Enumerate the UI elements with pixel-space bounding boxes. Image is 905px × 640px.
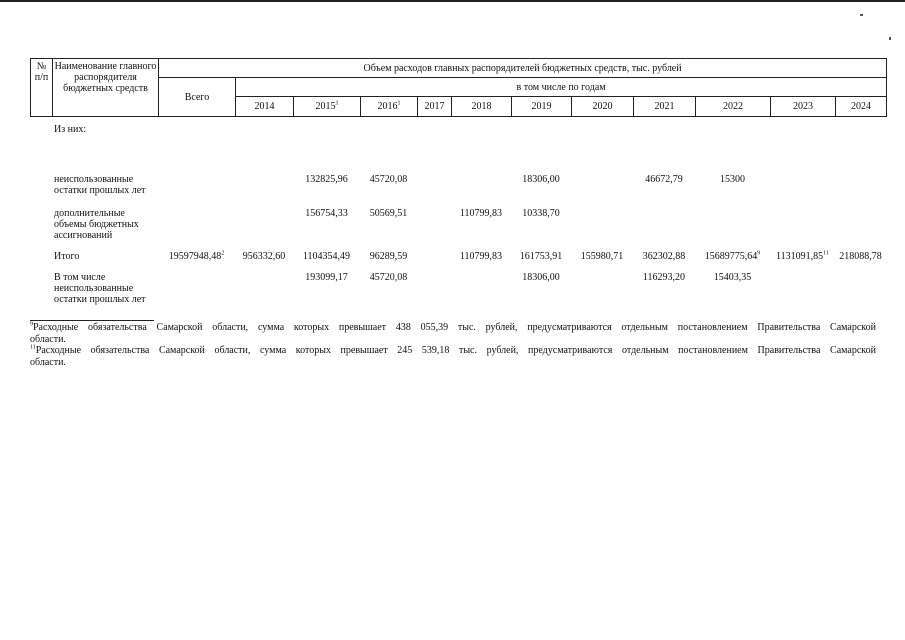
table-row — [30, 124, 886, 174]
row-value-2014 — [235, 124, 293, 174]
cell-value: 46672,79 — [645, 174, 683, 185]
row-value-2017 — [417, 174, 451, 208]
year-label: 2021 — [654, 101, 675, 112]
row-total — [158, 174, 235, 208]
row-value-2021 — [633, 251, 695, 272]
row-value-2020 — [571, 124, 633, 174]
year-header-2021 — [634, 97, 696, 117]
row-value-2019 — [511, 208, 571, 251]
row-value-2014 — [235, 208, 293, 251]
year-header-2014 — [236, 97, 294, 117]
row-value-2017 — [417, 251, 451, 272]
row-value-2024 — [835, 272, 886, 312]
row-value-2014 — [235, 272, 293, 312]
cell-value: 110799,83 — [459, 251, 503, 262]
row-value-2015 — [293, 124, 360, 174]
row-value-2016 — [360, 272, 417, 312]
cell-value: 193099,17 — [305, 272, 348, 283]
footnote-text: Расходные обязательства Самарской области, сумма которых превышает 245 539,18 тыс. рублей, предусматриваются отдельным постановлением Правительства Самарской области. — [30, 345, 876, 368]
year-label: 2014 — [254, 101, 275, 112]
year-label: 2019 — [531, 101, 552, 112]
year-header-2018 — [452, 97, 512, 117]
row-label: неиспользованные остатки прошлых лет — [54, 174, 146, 196]
row-value-2024 — [835, 124, 886, 174]
footnote-separator — [30, 320, 154, 321]
row-value-2023 — [770, 174, 835, 208]
year-header-2019 — [512, 97, 572, 117]
row-total — [158, 272, 235, 312]
year-header-2017 — [418, 97, 452, 117]
row-label: дополнительные объемы бюджетных ассигнований — [54, 208, 139, 241]
row-value-2022 — [695, 208, 770, 251]
table-row — [30, 272, 886, 312]
row-value-2019 — [511, 272, 571, 312]
scan-speck — [860, 14, 863, 16]
year-label: 2015 — [315, 101, 336, 112]
scan-speck — [889, 37, 891, 40]
row-value-2020 — [571, 208, 633, 251]
row-value-2023 — [770, 208, 835, 251]
row-value-2018 — [451, 272, 511, 312]
row-value-2015 — [293, 174, 360, 208]
row-value-2024 — [835, 251, 886, 272]
row-value-2023 — [770, 272, 835, 312]
row-value-2021 — [633, 272, 695, 312]
col-total-label: Всего — [184, 91, 210, 103]
row-number-cell — [30, 124, 52, 174]
footnote-text: Расходные обязательства Самарской области, сумма которых превышает 438 055,39 тыс. рублей, предусматриваются отдельным постановлением Правительства Самарской области. — [30, 322, 876, 345]
cell-value: 155980,71 — [580, 251, 624, 262]
footnote-mark: 9 — [30, 321, 33, 328]
row-value-2019 — [511, 124, 571, 174]
row-value-2018 — [451, 174, 511, 208]
cell-value: 1104354,49 — [302, 251, 351, 262]
row-value-2019 — [511, 174, 571, 208]
year-header-2022 — [696, 97, 771, 117]
table-row — [30, 208, 886, 251]
footnote-mark: 11 — [30, 344, 36, 351]
cell-value: 132825,96 — [305, 174, 348, 185]
year-label: 2018 — [471, 101, 492, 112]
volume-header-label: Объем расходов главных распорядителей бюджетных средств, тыс. рублей — [363, 62, 682, 74]
row-value-2016 — [360, 124, 417, 174]
cell-value: 1131091,85 — [776, 251, 824, 262]
year-label: 2022 — [723, 101, 743, 112]
row-value-2018 — [451, 208, 511, 251]
page-top-border — [0, 0, 905, 2]
cell-value: 15300 — [720, 174, 745, 185]
row-number-cell — [30, 251, 52, 272]
row-value-2021 — [633, 174, 695, 208]
cell-value: 18306,00 — [522, 174, 560, 185]
row-value-2018 — [451, 124, 511, 174]
row-number-cell — [30, 174, 52, 208]
year-label: 2024 — [851, 101, 872, 112]
col-name-header — [53, 59, 159, 117]
cell-value: 362302,88 — [642, 251, 686, 262]
col-total-header — [159, 78, 236, 117]
year-label: 2017 — [424, 101, 445, 112]
cell-value: 45720,08 — [369, 174, 408, 185]
row-value-2023 — [770, 251, 835, 272]
row-value-2022 — [695, 251, 770, 272]
col-name-label: Наименование главного распорядителя бюджетных средств — [54, 61, 157, 94]
footnote-mark: 9 — [757, 250, 761, 257]
cell-value: 15403,35 — [713, 272, 752, 283]
row-value-2017 — [417, 124, 451, 174]
footnote-9 — [30, 322, 876, 345]
volume-header — [159, 59, 887, 78]
row-number-cell — [30, 208, 52, 251]
by-years-header — [236, 78, 887, 97]
row-value-2020 — [571, 251, 633, 272]
row-value-2022 — [695, 174, 770, 208]
year-header-2015 — [294, 97, 361, 117]
row-number-cell — [30, 272, 52, 312]
row-value-2015 — [293, 272, 360, 312]
row-value-2016 — [360, 251, 417, 272]
row-value-2017 — [417, 272, 451, 312]
row-value-2022 — [695, 272, 770, 312]
year-label: 2020 — [592, 101, 613, 112]
row-value-2020 — [571, 174, 633, 208]
row-value-2024 — [835, 208, 886, 251]
cell-value: 45720,08 — [369, 272, 408, 283]
footnote-mark: 11 — [823, 250, 829, 257]
year-header-2020 — [572, 97, 634, 117]
cell-value: 10338,70 — [522, 208, 560, 219]
expenditure-table-header — [30, 58, 887, 117]
by-years-label: в том числе по годам — [516, 81, 606, 93]
row-value-2021 — [633, 208, 695, 251]
row-value-2014 — [235, 174, 293, 208]
table-row — [30, 251, 886, 272]
row-value-2022 — [695, 124, 770, 174]
cell-value: 50569,51 — [369, 208, 408, 219]
row-value-2021 — [633, 124, 695, 174]
year-label: 2023 — [793, 101, 813, 112]
table-row — [30, 174, 886, 208]
row-value-2024 — [835, 174, 886, 208]
cell-value: 18306,00 — [522, 272, 560, 283]
row-total-value: 19597948,48 — [168, 251, 222, 262]
year-header-2024 — [836, 97, 887, 117]
col-number-label: № п/п — [34, 61, 49, 83]
year-footnote-mark: 1 — [335, 100, 339, 107]
cell-value: 15689775,64 — [704, 251, 758, 262]
year-label: 2016 — [377, 101, 398, 112]
row-value-2017 — [417, 208, 451, 251]
cell-value: 218088,78 — [839, 251, 882, 262]
row-total — [158, 124, 235, 174]
row-value-2015 — [293, 251, 360, 272]
cell-value: 110799,83 — [459, 208, 503, 219]
row-value-2023 — [770, 124, 835, 174]
row-value-2019 — [511, 251, 571, 272]
row-label: В том числе неиспользованные остатки прошлых лет — [54, 272, 146, 305]
row-value-2020 — [571, 272, 633, 312]
expenditure-table-body — [30, 124, 886, 312]
row-value-2015 — [293, 208, 360, 251]
footnote-mark: 2 — [221, 250, 225, 257]
footnotes — [30, 322, 876, 368]
row-label: Из них: — [54, 124, 87, 135]
row-value-2018 — [451, 251, 511, 272]
footnote-11 — [30, 345, 876, 368]
row-value-2016 — [360, 174, 417, 208]
row-value-2014 — [235, 251, 293, 272]
cell-value: 116293,20 — [642, 272, 686, 283]
year-header-2016 — [361, 97, 418, 117]
col-number-header — [31, 59, 53, 117]
row-label: Итого — [54, 251, 80, 262]
row-total — [158, 208, 235, 251]
cell-value: 956332,60 — [242, 251, 286, 262]
cell-value: 156754,33 — [305, 208, 348, 219]
cell-value: 96289,59 — [369, 251, 408, 262]
cell-value: 161753,91 — [519, 251, 563, 262]
year-footnote-mark: 1 — [397, 100, 401, 107]
row-total — [158, 251, 235, 272]
year-header-2023 — [771, 97, 836, 117]
row-value-2016 — [360, 208, 417, 251]
